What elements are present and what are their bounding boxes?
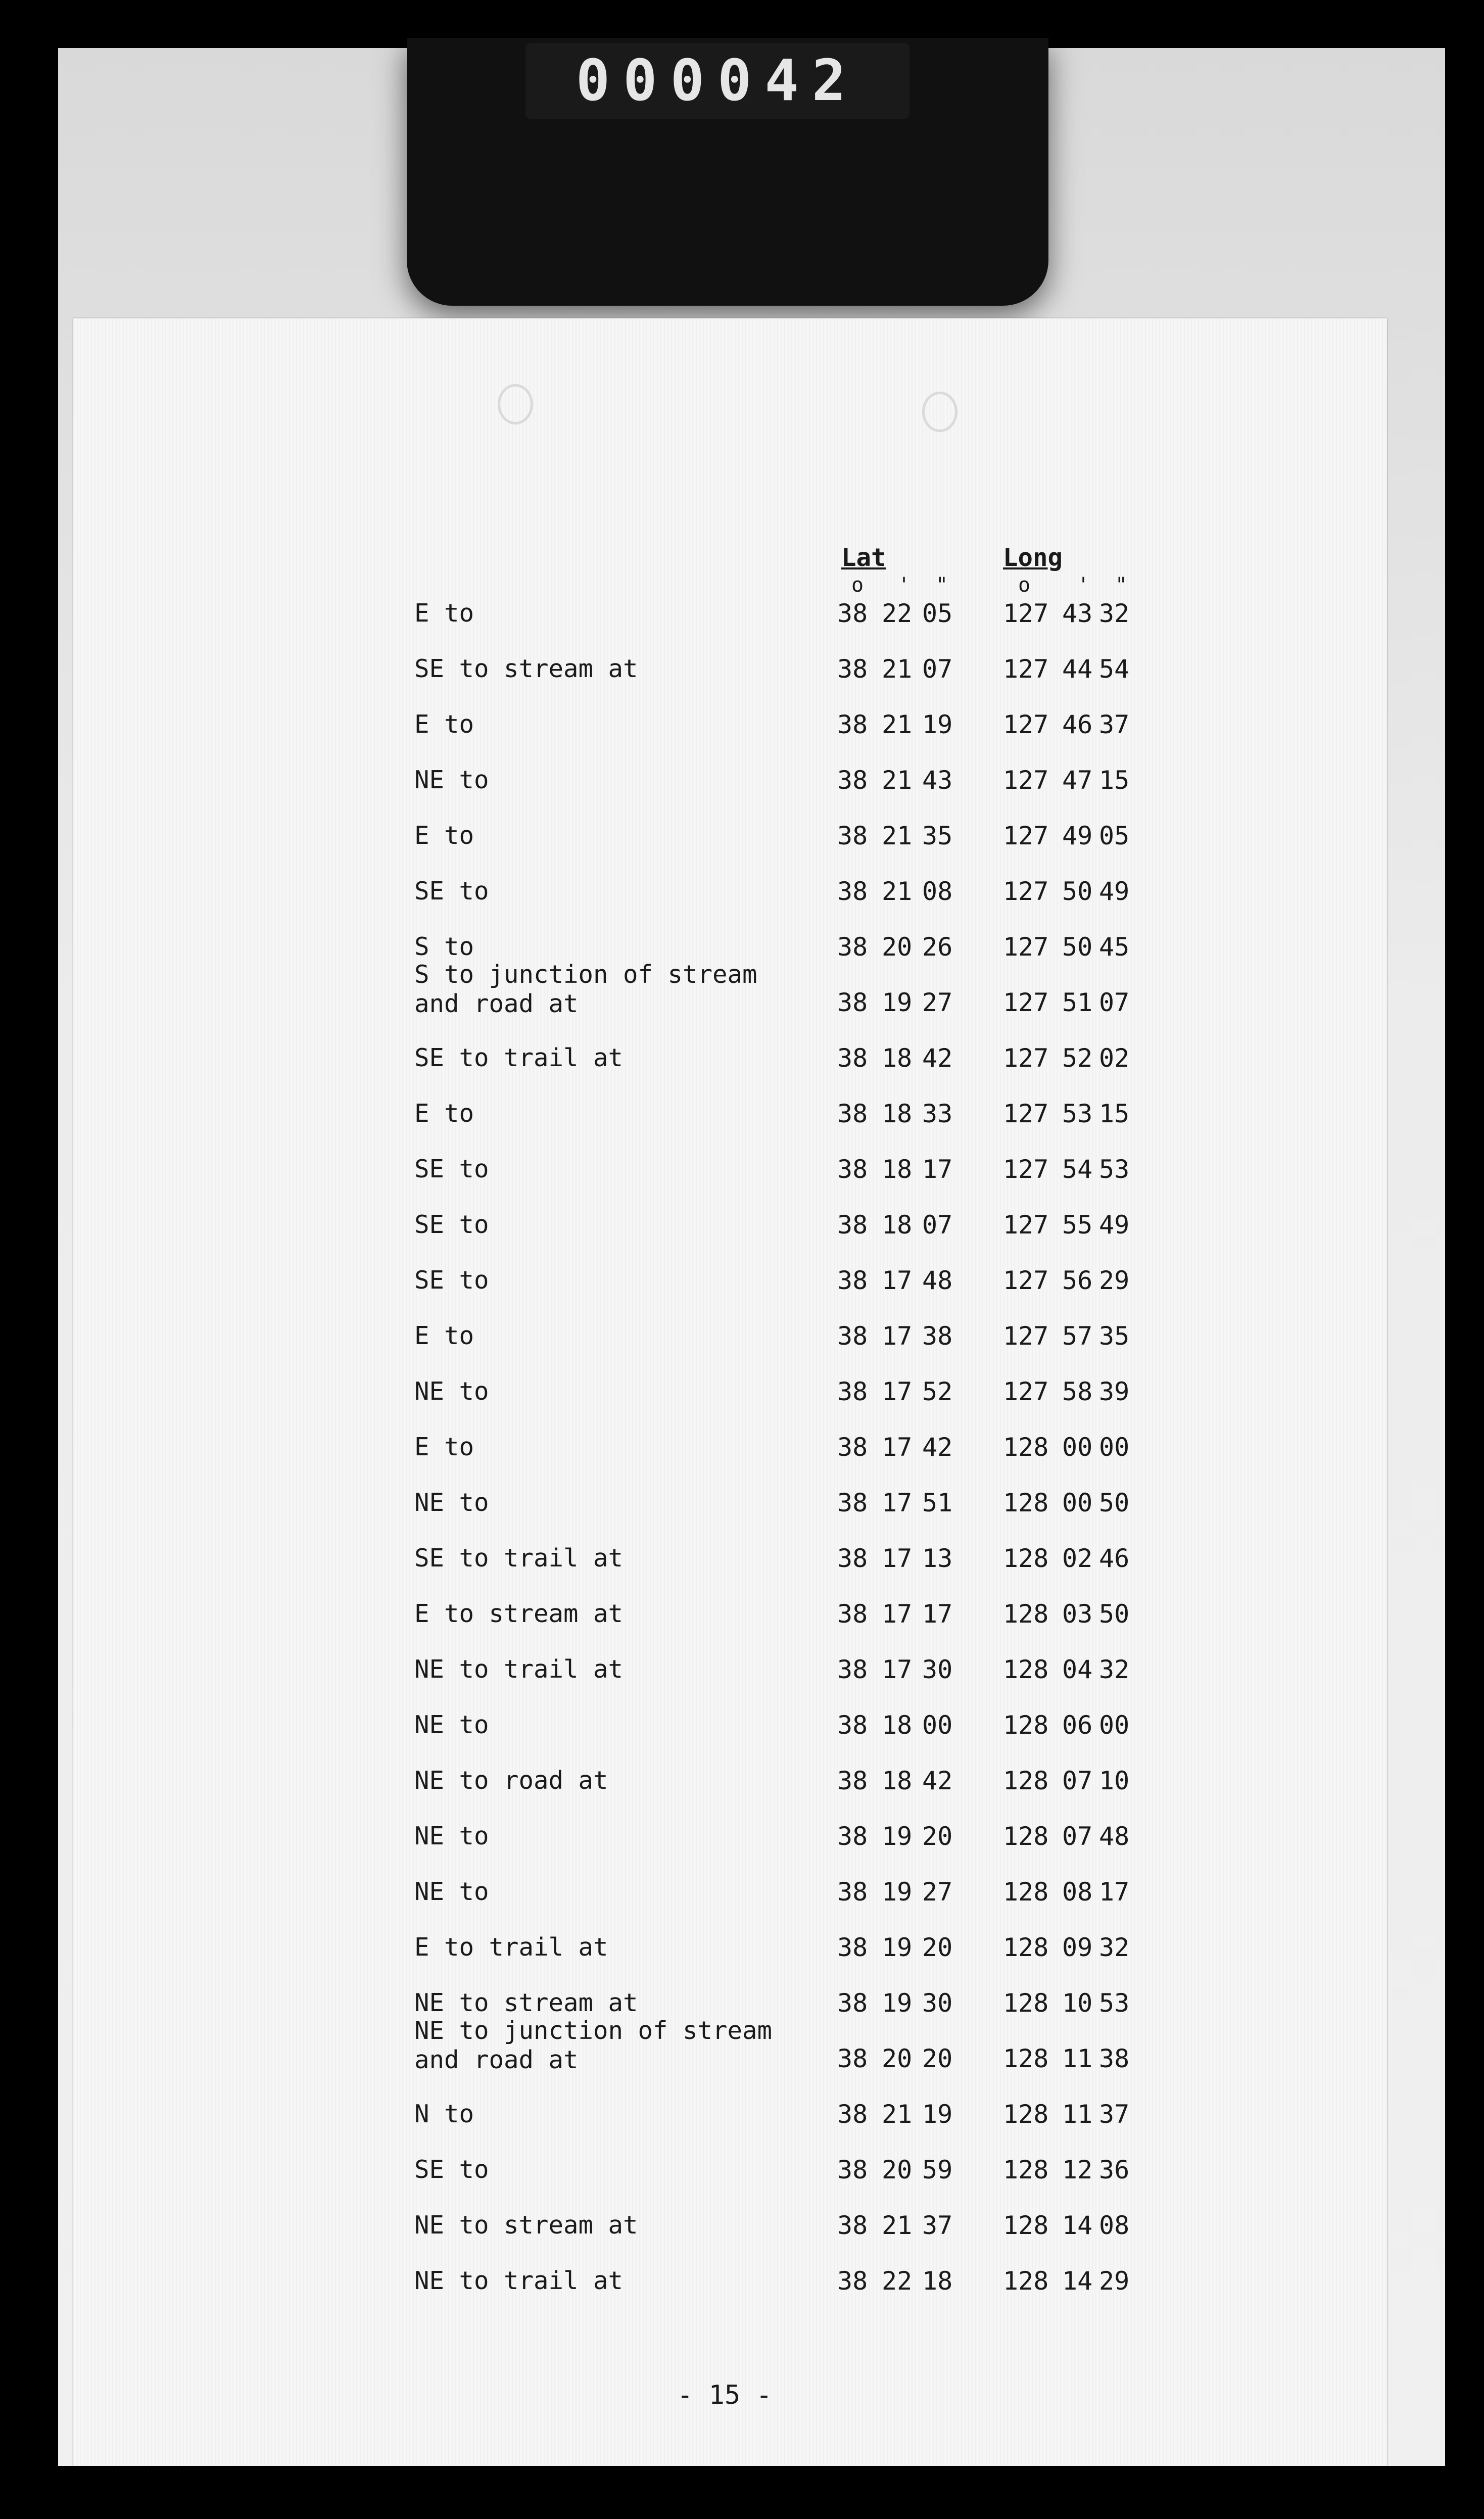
- lat-deg: 38: [837, 1321, 868, 1351]
- lat-deg: 38: [837, 1210, 868, 1240]
- coordinate-row: [73, 1877, 1387, 1933]
- long-deg: 127: [1003, 766, 1049, 795]
- coordinate-row: [73, 2016, 1387, 2100]
- direction-text: SE to: [414, 2155, 489, 2184]
- direction-text: NE to: [414, 1377, 489, 1406]
- long-sec: 29: [1099, 2266, 1130, 2296]
- direction-text: S to junction of stream and road at: [414, 960, 757, 1018]
- lat-deg: 38: [837, 1043, 868, 1073]
- long-min: 10: [1062, 1988, 1093, 2018]
- lat-min: 17: [882, 1544, 913, 1573]
- long-min: 54: [1062, 1155, 1093, 1184]
- long-sec: 17: [1099, 1877, 1130, 1907]
- long-deg: 128: [1003, 1433, 1049, 1462]
- direction-text: NE to trail at: [414, 1655, 624, 1684]
- coordinate-row: [73, 1655, 1387, 1710]
- long-min: 14: [1062, 2266, 1093, 2296]
- lat-header: Lat: [841, 543, 886, 572]
- lat-sec: 48: [922, 1266, 953, 1295]
- lat-sec-unit: ": [936, 574, 948, 597]
- long-sec: 49: [1099, 1210, 1130, 1240]
- lat-deg: 38: [837, 2266, 868, 2296]
- lat-min: 21: [882, 710, 913, 739]
- long-sec: 50: [1099, 1599, 1130, 1629]
- lat-min: 22: [882, 2266, 913, 2296]
- lat-min: 21: [882, 821, 913, 850]
- lat-min: 19: [882, 1822, 913, 1851]
- long-deg: 128: [1003, 1822, 1049, 1851]
- long-deg: 127: [1003, 821, 1049, 850]
- direction-text: E to: [414, 821, 474, 850]
- frame-counter: 000042: [525, 43, 909, 119]
- long-deg: 127: [1003, 877, 1049, 906]
- lat-sec: 42: [922, 1766, 953, 1795]
- direction-text: SE to: [414, 877, 489, 906]
- lat-min: 21: [882, 654, 913, 684]
- direction-text: E to: [414, 1321, 474, 1350]
- lat-deg: 38: [837, 1433, 868, 1462]
- long-min: 12: [1062, 2155, 1093, 2184]
- coordinate-row: [73, 1099, 1387, 1155]
- lat-sec: 07: [922, 654, 953, 684]
- coordinate-row: [73, 1043, 1387, 1099]
- long-min: 53: [1062, 1099, 1093, 1128]
- long-min: 00: [1062, 1433, 1093, 1462]
- long-min: 50: [1062, 932, 1093, 962]
- punch-hole-left: [498, 384, 533, 424]
- lat-deg: 38: [837, 1266, 868, 1295]
- lat-deg: 38: [837, 1766, 868, 1795]
- lat-sec: 59: [922, 2155, 953, 2184]
- lat-deg-unit: o: [851, 574, 864, 597]
- lat-deg: 38: [837, 1988, 868, 2018]
- lat-min: 18: [882, 1710, 913, 1740]
- long-deg: 127: [1003, 1043, 1049, 1073]
- long-sec: 07: [1099, 988, 1130, 1017]
- long-deg: 127: [1003, 710, 1049, 739]
- lat-min: 17: [882, 1655, 913, 1684]
- punch-hole-right: [922, 392, 958, 432]
- lat-deg: 38: [837, 821, 868, 850]
- long-deg: 127: [1003, 654, 1049, 684]
- lat-min: 18: [882, 1210, 913, 1240]
- long-deg: 127: [1003, 1321, 1049, 1351]
- long-deg: 128: [1003, 1544, 1049, 1573]
- long-deg: 128: [1003, 1988, 1049, 2018]
- lat-min: 17: [882, 1599, 913, 1629]
- lat-sec: 52: [922, 1377, 953, 1406]
- lat-sec: 20: [922, 2044, 953, 2073]
- coordinate-row: [73, 654, 1387, 710]
- lat-sec: 19: [922, 710, 953, 739]
- lat-min: 20: [882, 2044, 913, 2073]
- lat-min: 17: [882, 1266, 913, 1295]
- coordinate-row: [73, 1488, 1387, 1544]
- lat-deg: 38: [837, 1710, 868, 1740]
- lat-sec: 20: [922, 1933, 953, 1962]
- long-min: 09: [1062, 1933, 1093, 1962]
- long-sec: 10: [1099, 1766, 1130, 1795]
- long-min: 44: [1062, 654, 1093, 684]
- long-sec: 53: [1099, 1155, 1130, 1184]
- lat-sec: 37: [922, 2211, 953, 2240]
- lat-sec: 30: [922, 1988, 953, 2018]
- lat-sec: 19: [922, 2100, 953, 2129]
- lat-min: 21: [882, 2100, 913, 2129]
- coordinate-row: [73, 2155, 1387, 2211]
- lat-min: 17: [882, 1321, 913, 1351]
- lat-deg: 38: [837, 1155, 868, 1184]
- lat-deg: 38: [837, 2100, 868, 2129]
- long-min: 06: [1062, 1710, 1093, 1740]
- direction-text: NE to stream at: [414, 1988, 638, 2017]
- direction-text: E to: [414, 1099, 474, 1128]
- coordinate-row: [73, 1433, 1387, 1488]
- long-deg: 127: [1003, 1210, 1049, 1240]
- long-deg: 127: [1003, 1099, 1049, 1128]
- lat-min: 19: [882, 988, 913, 1017]
- direction-text: NE to: [414, 1710, 489, 1739]
- lat-deg: 38: [837, 1377, 868, 1406]
- long-min: 11: [1062, 2044, 1093, 2073]
- coordinate-row: [73, 1266, 1387, 1321]
- page-number: - 15 -: [677, 2380, 772, 2410]
- lat-sec: 42: [922, 1433, 953, 1462]
- direction-text: SE to: [414, 1210, 489, 1239]
- long-deg: 128: [1003, 2155, 1049, 2184]
- long-sec: 15: [1099, 1099, 1130, 1128]
- long-deg: 128: [1003, 2266, 1049, 2296]
- coordinate-row: [73, 2100, 1387, 2155]
- long-deg: 127: [1003, 599, 1049, 628]
- long-deg: 127: [1003, 932, 1049, 962]
- long-deg: 128: [1003, 1488, 1049, 1517]
- long-deg: 128: [1003, 2211, 1049, 2240]
- lat-deg: 38: [837, 932, 868, 962]
- long-sec: 45: [1099, 932, 1130, 962]
- coordinate-row: [73, 2211, 1387, 2266]
- direction-text: E to: [414, 710, 474, 739]
- lat-min: 18: [882, 1043, 913, 1073]
- lat-sec: 43: [922, 766, 953, 795]
- lat-min: 19: [882, 1988, 913, 2018]
- lat-sec: 38: [922, 1321, 953, 1351]
- lat-min: 18: [882, 1099, 913, 1128]
- lat-deg: 38: [837, 1933, 868, 1962]
- long-sec: 32: [1099, 1933, 1130, 1962]
- lat-sec: 51: [922, 1488, 953, 1517]
- long-min: 51: [1062, 988, 1093, 1017]
- long-sec: 48: [1099, 1822, 1130, 1851]
- direction-text: NE to trail at: [414, 2266, 624, 2295]
- lat-min: 19: [882, 1877, 913, 1907]
- coordinate-row: [73, 877, 1387, 932]
- document-page: [73, 318, 1387, 2466]
- coordinate-row: [73, 1544, 1387, 1599]
- direction-text: NE to: [414, 1877, 489, 1906]
- lat-sec: 20: [922, 1822, 953, 1851]
- lat-min: 19: [882, 1933, 913, 1962]
- coordinate-row: [73, 1933, 1387, 1988]
- long-deg: 128: [1003, 1599, 1049, 1629]
- direction-text: NE to: [414, 1822, 489, 1850]
- long-min: 02: [1062, 1544, 1093, 1573]
- direction-text: NE to road at: [414, 1766, 608, 1795]
- lat-min-unit: ': [898, 574, 911, 597]
- direction-text: E to trail at: [414, 1933, 608, 1962]
- direction-text: SE to: [414, 1266, 489, 1295]
- direction-text: E to: [414, 599, 474, 628]
- direction-text: SE to stream at: [414, 654, 638, 683]
- lat-sec: 27: [922, 1877, 953, 1907]
- long-min: 00: [1062, 1488, 1093, 1517]
- lat-sec: 18: [922, 2266, 953, 2296]
- lat-min: 21: [882, 2211, 913, 2240]
- lat-deg: 38: [837, 1488, 868, 1517]
- long-header: Long: [1003, 543, 1063, 572]
- long-sec: 05: [1099, 821, 1130, 850]
- long-sec: 02: [1099, 1043, 1130, 1073]
- coordinate-row: [73, 1321, 1387, 1377]
- long-sec: 32: [1099, 599, 1130, 628]
- long-min: 11: [1062, 2100, 1093, 2129]
- coordinate-row: [73, 1710, 1387, 1766]
- long-sec: 35: [1099, 1321, 1130, 1351]
- lat-deg: 38: [837, 1822, 868, 1851]
- lat-sec: 27: [922, 988, 953, 1017]
- long-deg: 128: [1003, 1710, 1049, 1740]
- coordinate-row: [73, 1766, 1387, 1822]
- lat-deg: 38: [837, 599, 868, 628]
- lat-sec: 05: [922, 599, 953, 628]
- coordinate-row: [73, 1155, 1387, 1210]
- direction-text: NE to: [414, 1488, 489, 1517]
- long-min: 56: [1062, 1266, 1093, 1295]
- coordinate-row: [73, 1377, 1387, 1433]
- lat-deg: 38: [837, 1099, 868, 1128]
- long-deg-unit: o: [1018, 574, 1031, 597]
- lat-min: 17: [882, 1433, 913, 1462]
- long-min: 57: [1062, 1321, 1093, 1351]
- coordinate-row: [73, 2266, 1387, 2322]
- long-min: 14: [1062, 2211, 1093, 2240]
- lat-sec: 42: [922, 1043, 953, 1073]
- direction-text: NE to stream at: [414, 2211, 638, 2240]
- lat-deg: 38: [837, 877, 868, 906]
- long-deg: 128: [1003, 1655, 1049, 1684]
- long-sec: 08: [1099, 2211, 1130, 2240]
- long-sec: 37: [1099, 710, 1130, 739]
- lat-deg: 38: [837, 2044, 868, 2073]
- long-sec: 53: [1099, 1988, 1130, 2018]
- lat-sec: 30: [922, 1655, 953, 1684]
- long-deg: 128: [1003, 1933, 1049, 1962]
- long-sec: 38: [1099, 2044, 1130, 2073]
- long-sec: 46: [1099, 1544, 1130, 1573]
- direction-text: NE to junction of stream and road at: [414, 2016, 773, 2074]
- lat-deg: 38: [837, 2211, 868, 2240]
- lat-sec: 08: [922, 877, 953, 906]
- coordinate-row: [73, 710, 1387, 766]
- long-min: 52: [1062, 1043, 1093, 1073]
- long-min: 07: [1062, 1766, 1093, 1795]
- long-min: 47: [1062, 766, 1093, 795]
- lat-min: 18: [882, 1155, 913, 1184]
- coordinate-row: [73, 1822, 1387, 1877]
- long-sec: 29: [1099, 1266, 1130, 1295]
- direction-text: E to: [414, 1433, 474, 1461]
- long-min: 50: [1062, 877, 1093, 906]
- long-deg: 128: [1003, 2100, 1049, 2129]
- direction-text: S to: [414, 932, 474, 961]
- long-deg: 127: [1003, 1155, 1049, 1184]
- lat-min: 22: [882, 599, 913, 628]
- long-sec: 37: [1099, 2100, 1130, 2129]
- long-deg: 127: [1003, 1377, 1049, 1406]
- coordinate-row: [73, 1210, 1387, 1266]
- long-sec: 00: [1099, 1433, 1130, 1462]
- lat-deg: 38: [837, 1599, 868, 1629]
- lat-deg: 38: [837, 710, 868, 739]
- lat-deg: 38: [837, 1877, 868, 1907]
- lat-min: 17: [882, 1488, 913, 1517]
- long-deg: 128: [1003, 2044, 1049, 2073]
- long-sec: 32: [1099, 1655, 1130, 1684]
- long-min: 49: [1062, 821, 1093, 850]
- long-deg: 127: [1003, 988, 1049, 1017]
- direction-text: NE to: [414, 766, 489, 794]
- direction-text: E to stream at: [414, 1599, 624, 1628]
- lat-min: 20: [882, 2155, 913, 2184]
- lat-deg: 38: [837, 654, 868, 684]
- lat-deg: 38: [837, 766, 868, 795]
- long-min: 07: [1062, 1822, 1093, 1851]
- lat-sec: 13: [922, 1544, 953, 1573]
- lat-min: 21: [882, 877, 913, 906]
- lat-min: 18: [882, 1766, 913, 1795]
- long-sec: 00: [1099, 1710, 1130, 1740]
- lat-deg: 38: [837, 1655, 868, 1684]
- long-sec: 54: [1099, 654, 1130, 684]
- long-deg: 128: [1003, 1766, 1049, 1795]
- long-deg: 128: [1003, 1877, 1049, 1907]
- long-sec: 39: [1099, 1377, 1130, 1406]
- long-min: 46: [1062, 710, 1093, 739]
- lat-min: 17: [882, 1377, 913, 1406]
- lat-min: 20: [882, 932, 913, 962]
- lat-sec: 35: [922, 821, 953, 850]
- lat-sec: 17: [922, 1155, 953, 1184]
- lat-sec: 00: [922, 1710, 953, 1740]
- long-sec: 15: [1099, 766, 1130, 795]
- direction-text: SE to trail at: [414, 1043, 624, 1072]
- long-min: 55: [1062, 1210, 1093, 1240]
- coordinate-row: [73, 599, 1387, 654]
- long-deg: 127: [1003, 1266, 1049, 1295]
- long-sec: 36: [1099, 2155, 1130, 2184]
- direction-text: N to: [414, 2100, 474, 2128]
- coordinate-row: [73, 1599, 1387, 1655]
- direction-text: SE to trail at: [414, 1544, 624, 1573]
- long-min: 58: [1062, 1377, 1093, 1406]
- long-min: 08: [1062, 1877, 1093, 1907]
- lat-sec: 07: [922, 1210, 953, 1240]
- lat-sec: 33: [922, 1099, 953, 1128]
- lat-deg: 38: [837, 2155, 868, 2184]
- coordinate-row: [73, 766, 1387, 821]
- lat-sec: 26: [922, 932, 953, 962]
- lat-deg: 38: [837, 988, 868, 1017]
- long-min: 03: [1062, 1599, 1093, 1629]
- long-sec: 49: [1099, 877, 1130, 906]
- long-sec-unit: ": [1115, 574, 1128, 597]
- long-min: 43: [1062, 599, 1093, 628]
- coordinate-row: [73, 960, 1387, 1043]
- coordinate-row: [73, 821, 1387, 877]
- direction-text: SE to: [414, 1155, 489, 1183]
- long-sec: 50: [1099, 1488, 1130, 1517]
- lat-deg: 38: [837, 1544, 868, 1573]
- long-min-unit: ': [1077, 574, 1090, 597]
- long-min: 04: [1062, 1655, 1093, 1684]
- lat-sec: 17: [922, 1599, 953, 1629]
- lat-min: 21: [882, 766, 913, 795]
